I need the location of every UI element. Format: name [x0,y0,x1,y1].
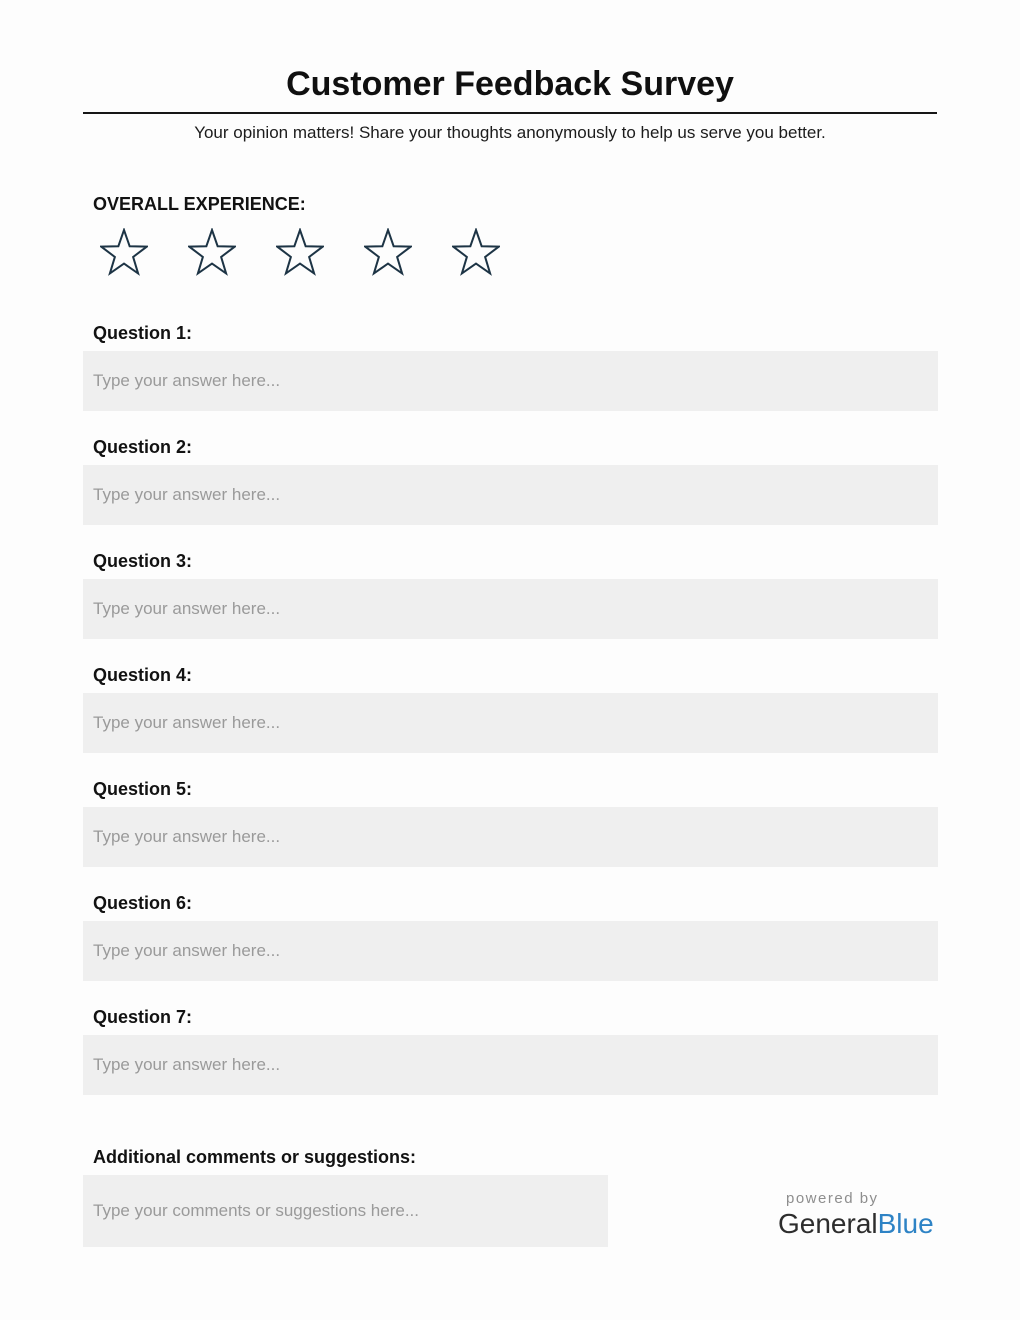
question-label: Question 2: [93,436,193,457]
answer-input[interactable] [83,351,938,411]
answer-input[interactable] [83,693,938,753]
question-label: Question 1: [93,322,193,343]
star-icon[interactable] [364,228,412,278]
answer-input[interactable] [83,807,938,867]
brand-blue: Blue [877,1208,934,1239]
question-block [83,551,938,639]
star-icon[interactable] [188,228,236,278]
question-block [83,437,938,525]
brand-name [778,1210,934,1238]
question-block [83,323,938,411]
star-icon[interactable] [452,228,500,278]
brand-logo [778,1191,934,1238]
star-rating [83,228,938,278]
question-label: Question 4: [93,664,193,685]
answer-input[interactable] [83,1035,938,1095]
brand-general: General [778,1208,878,1239]
star-icon[interactable] [100,228,148,278]
comments-label: Additional comments or suggestions: [93,1146,417,1167]
answer-input[interactable] [83,465,938,525]
question-block [83,779,938,867]
question-label: Question 5: [93,778,193,799]
form-content [83,193,938,1247]
page-subtitle: Your opinion matters! Share your thoughts anonymously to help us serve you better. [194,122,826,142]
question-block [83,893,938,981]
powered-by-label: powered by [786,1190,879,1207]
question-label: Question 7: [93,1006,193,1027]
question-label: Question 6: [93,892,193,913]
title-rule [83,112,937,114]
star-icon[interactable] [276,228,324,278]
question-label: Question 3: [93,550,193,571]
questions-list [83,323,938,1095]
question-block [83,665,938,753]
question-block [83,1007,938,1095]
answer-input[interactable] [83,921,938,981]
overall-experience-label: OVERALL EXPERIENCE: [93,193,306,214]
page-title: Customer Feedback Survey [286,65,734,103]
comments-input[interactable] [83,1175,608,1247]
answer-input[interactable] [83,579,938,639]
header [0,0,1020,143]
